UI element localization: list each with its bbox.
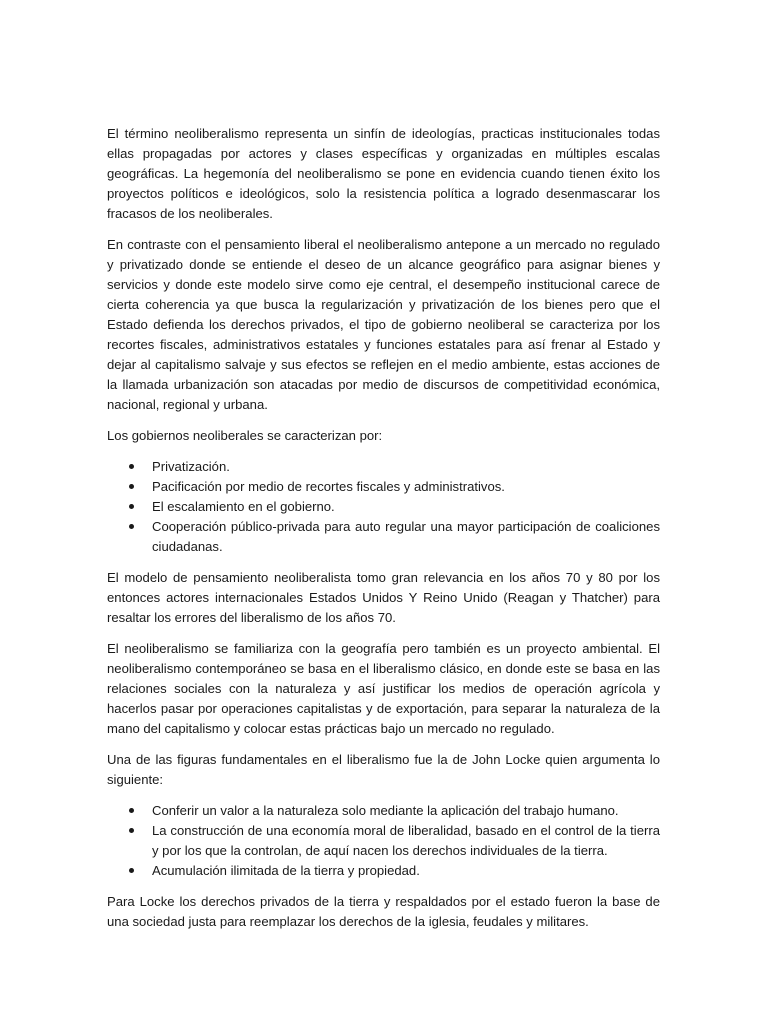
list-item [107, 861, 660, 881]
paragraph-environment: El neoliberalismo se familiariza con la geografía pero también es un proyecto ambiental. El neoliberalismo contemporáneo se basa en el liberalismo clásico, en donde este se basa en las relaciones sociales con la naturaleza y así justificar los medios de operación agrícola y hacerlos pasar por operaciones capitalistas y de exportación, para separar la naturaleza de la mano del capitalismo y colocar estas prácticas bajo un mercado no regulado. [107, 641, 660, 736]
document-body [107, 124, 660, 943]
list-item [107, 821, 660, 861]
paragraph-history: El modelo de pensamiento neoliberalista tomo gran relevancia en los años 70 y 80 por los entonces actores internacionales Estados Unidos Y Reino Unido (Reagan y Thatcher) para resaltar los errores del liberalismo de los años 70. [107, 570, 660, 625]
list-item [107, 457, 660, 477]
paragraph-list-intro: Los gobiernos neoliberales se caracterizan por: [107, 428, 383, 443]
list-item-text: La construcción de una economía moral de liberalidad, basado en el control de la tierra y por los que la controlan, de aquí nacen los derechos individuales de la tierra. [152, 823, 660, 858]
list-item [107, 517, 660, 557]
paragraph-contrast: En contraste con el pensamiento liberal el neoliberalismo antepone a un mercado no regulado y privatizado donde se entiende el deseo de un alcance geográfico para asignar bienes y servicios y donde este modelo sirve como eje central, el desempeño institucional carece de cierta coherencia ya que busca la regularización y privatización de los bienes pero que el Estado defienda los derechos privados, el tipo de gobierno neoliberal se caracteriza por los recortes fiscales, administrativos estatales y funciones estatales para así frenar al Estado y dejar al capitalismo salvaje y sus efectos se reflejen en el medio ambiente, estas acciones de la llamada urbanización son atacadas por medio de discursos de competitividad económica, nacional, regional y urbana. [107, 237, 660, 412]
list-item-text: Conferir un valor a la naturaleza solo mediante la aplicación del trabajo humano. [152, 803, 619, 818]
paragraph-intro: El término neoliberalismo representa un sinfín de ideologías, practicas institucionales todas ellas propagadas por actores y clases específicas y organizadas en múltiples escalas geográficas. La hegemonía del neoliberalismo se pone en evidencia cuando tienen éxito los proyectos políticos e ideológicos, solo la resistencia política a logrado desenmascarar los fracasos de los neoliberales. [107, 126, 660, 221]
paragraph-conclusion: Para Locke los derechos privados de la tierra y respaldados por el estado fueron la base de una sociedad justa para reemplazar los derechos de la iglesia, feudales y militares. [107, 894, 660, 929]
characteristics-list [107, 457, 660, 557]
locke-arguments-list [107, 801, 660, 881]
list-item-text: Acumulación ilimitada de la tierra y propiedad. [152, 863, 420, 878]
list-item [107, 801, 660, 821]
list-item-text: Privatización. [152, 459, 230, 474]
list-item [107, 477, 660, 497]
paragraph-locke-intro: Una de las figuras fundamentales en el liberalismo fue la de John Locke quien argumenta lo siguiente: [107, 752, 660, 787]
list-item-text: El escalamiento en el gobierno. [152, 499, 335, 514]
list-item-text: Pacificación por medio de recortes fiscales y administrativos. [152, 479, 505, 494]
list-item-text: Cooperación público-privada para auto regular una mayor participación de coaliciones ciudadanas. [152, 519, 660, 554]
list-item [107, 497, 660, 517]
